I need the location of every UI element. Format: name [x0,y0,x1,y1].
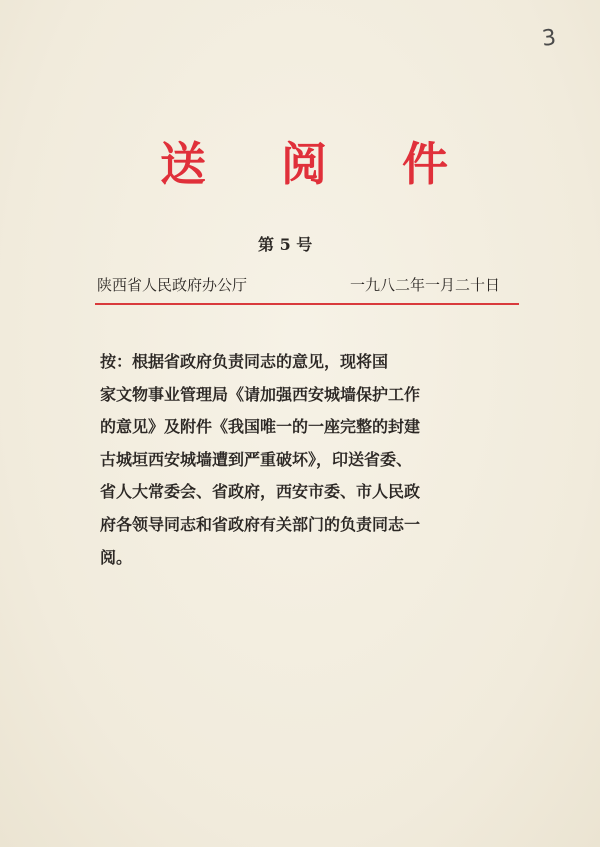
issue-date: 一九八二年一月二十日 [350,276,501,294]
body-paragraph: 按：根据省政府负责同志的意见，现将国 家文物事业管理局《请加强西安城墙保护工作 的意见》及附件《我国唯一的一座完整的封建 古城垣西安城墙遭到严重破坏》，印送省委、 省人大常委会、省政府，西安市委、市人民政 府各领导同志和省政府有关部门的负责同志一 阅。 [100,352,421,567]
title-char-3: 件 [402,137,450,191]
document-number: 第 5 号 [258,235,313,254]
title-char-2: 阅 [281,137,329,191]
red-divider-line [95,303,519,305]
document-title [160,128,450,194]
issuing-office: 陕西省人民政府办公厅 [97,276,248,294]
title-char-1: 送 [160,137,208,191]
handwritten-page-number: 3 [540,25,558,52]
